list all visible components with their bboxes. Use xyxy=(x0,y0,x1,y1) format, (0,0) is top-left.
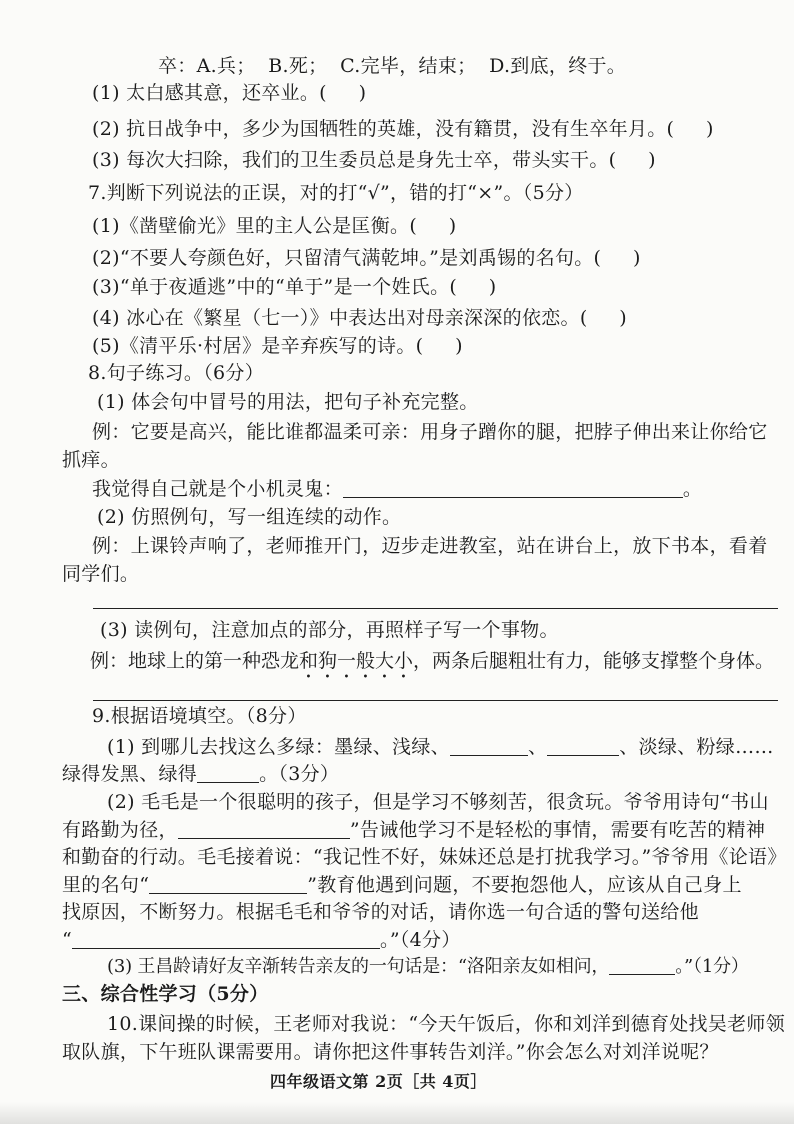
q9-part2-line1: (2) 毛毛是一个很聪明的孩子，但是学习不够刻苦，很贪玩。爷爷用诗句“书山 xyxy=(107,791,769,813)
q8-part3-example-dotted: 和狗一般大小 xyxy=(299,650,414,672)
q9-title: 9.根据语境填空。（8分） xyxy=(92,705,307,727)
q9-part2-line4-start: 里的名句“ xyxy=(62,874,150,896)
answer-blank xyxy=(197,762,259,783)
answer-blank xyxy=(178,818,350,839)
q8-part1-instruction: (1) 体会句中冒号的用法，把句子补充完整。 xyxy=(97,391,479,413)
q8-part1-prompt: 我觉得自己就是个小机灵鬼： xyxy=(92,478,343,500)
q8-part2-example-line1: 例：上课铃声响了，老师推开门，迈步走进教室，站在讲台上，放下书本，看着 xyxy=(92,535,768,557)
q10-line2: 取队旗，下午班队课需要用。请你把这件事转告刘洋。”你会怎么对刘洋说呢？ xyxy=(62,1041,719,1063)
answer-blank xyxy=(343,477,683,498)
q9-part1-line2 xyxy=(62,761,339,787)
q6-item-1: (1) 太白感其意，还卒业。( ) xyxy=(92,82,367,104)
q9-part1-line2-end: 。（3分） xyxy=(259,763,340,785)
q8-part3-example-before: 例：地球上的第一种恐龙 xyxy=(90,650,300,672)
q8-part2-instruction: (2) 仿照例句，写一组连续的动作。 xyxy=(97,506,402,528)
q8-part1-example-line2: 抓痒。 xyxy=(62,449,120,471)
q9-part1-line1-sep: 、 xyxy=(527,736,548,758)
q9-part2-line2-end: ”告诫他学习不是轻松的事情，需要有吃苦的精神 xyxy=(349,819,766,841)
q6-item-2: (2) 抗日战争中，多少为国牺牲的英雄，没有籍贯，没有生卒年月。( ) xyxy=(92,118,714,140)
q9-part1-line1-end: 、淡绿、粉绿…… xyxy=(619,736,774,758)
q9-part2-line6-start: “ xyxy=(62,929,73,951)
q9-part3-line xyxy=(107,954,749,980)
page-footer: 四年级语文第 2页［共 4页］ xyxy=(270,1072,487,1091)
q7-item-3: (3)“单于夜遁逃”中的“单于”是一个姓氏。( ) xyxy=(92,276,497,298)
q9-part2-line4-end: ”教育他遇到问题，不要抱怨他人，应该从自己身上 xyxy=(307,874,742,896)
answer-line xyxy=(93,608,778,609)
q9-part2-line4 xyxy=(62,872,742,898)
q7-item-4: (4) 冰心在《繁星（七一）》中表达出对母亲深深的依恋。( ) xyxy=(92,307,627,329)
q6-item-3: (3) 每次大扫除，我们的卫生委员总是身先士卒，带头实干。( ) xyxy=(92,149,656,171)
q6-definition: 卒：A.兵； B.死； C.完毕，结束； D.到底，终于。 xyxy=(158,55,627,77)
q7-item-1: (1)《凿壁偷光》里的主人公是匡衡。( ) xyxy=(92,215,457,237)
q7-item-5: (5)《清平乐·村居》是辛弃疾写的诗。( ) xyxy=(92,335,463,357)
q8-part1-example-line1: 例：它要是高兴，能比谁都温柔可亲：用身子蹭你的腿，把脖子伸出来让你给它 xyxy=(92,421,768,443)
q8-part3-example-after: ，两条后腿粗壮有力，能够支撑整个身体。 xyxy=(413,650,775,672)
q9-part2-line5: 找原因，不断努力。根据毛毛和爷爷的对话，请你选一句合适的警句送给他 xyxy=(62,901,699,923)
q8-part1-prompt-line xyxy=(92,476,702,502)
answer-line xyxy=(93,700,778,701)
scan-edge-shadow xyxy=(0,1102,794,1124)
q8-part3-instruction: (3) 读例句，注意加点的部分，再照样子写一个事物。 xyxy=(100,619,559,641)
q8-title: 8.句子练习。（6分） xyxy=(88,362,265,384)
q9-part2-line2-start: 有路勤为径， xyxy=(62,819,178,841)
q9-part3-line-end: 。”（1分） xyxy=(675,956,749,977)
q8-part3-example xyxy=(90,648,774,674)
q9-part1-line2-start: 绿得发黑、绿得 xyxy=(62,763,198,785)
answer-blank xyxy=(450,735,528,756)
answer-blank xyxy=(72,928,380,949)
answer-blank xyxy=(149,873,307,894)
section3-heading: 三、综合性学习（5分） xyxy=(62,983,269,1005)
q9-part1-line1 xyxy=(107,734,774,760)
q7-item-2: (2)“不要人夸颜色好，只留清气满乾坤。”是刘禹锡的名句。( ) xyxy=(92,247,641,269)
q10-line1: 10.课间操的时候，王老师对我说：“今天午饭后，你和刘洋到德育处找吴老师领 xyxy=(107,1013,786,1035)
q8-part2-example-line2: 同学们。 xyxy=(62,563,140,585)
q9-part2-line6-end: 。”（4分） xyxy=(380,929,461,951)
q9-part2-line2 xyxy=(62,817,765,843)
answer-blank xyxy=(547,735,619,756)
q7-title: 7.判断下列说法的正误，对的打“√”，错的打“×”。（5分） xyxy=(88,182,584,204)
q9-part1-line1-start: (1) 到哪儿去找这么多绿：墨绿、浅绿、 xyxy=(107,736,450,758)
q8-part1-prompt-end: 。 xyxy=(682,478,703,500)
q9-part2-line3: 和勤奋的行动。毛毛接着说：“我记性不好，妹妹还总是打扰我学习。”爷爷用《论语》 xyxy=(62,846,787,868)
q9-part2-line6 xyxy=(62,927,461,953)
q9-part3-line-start: (3) 王昌龄请好友辛渐转告亲友的一句话是：“洛阳亲友如相问， xyxy=(107,956,610,977)
answer-blank xyxy=(609,954,675,975)
